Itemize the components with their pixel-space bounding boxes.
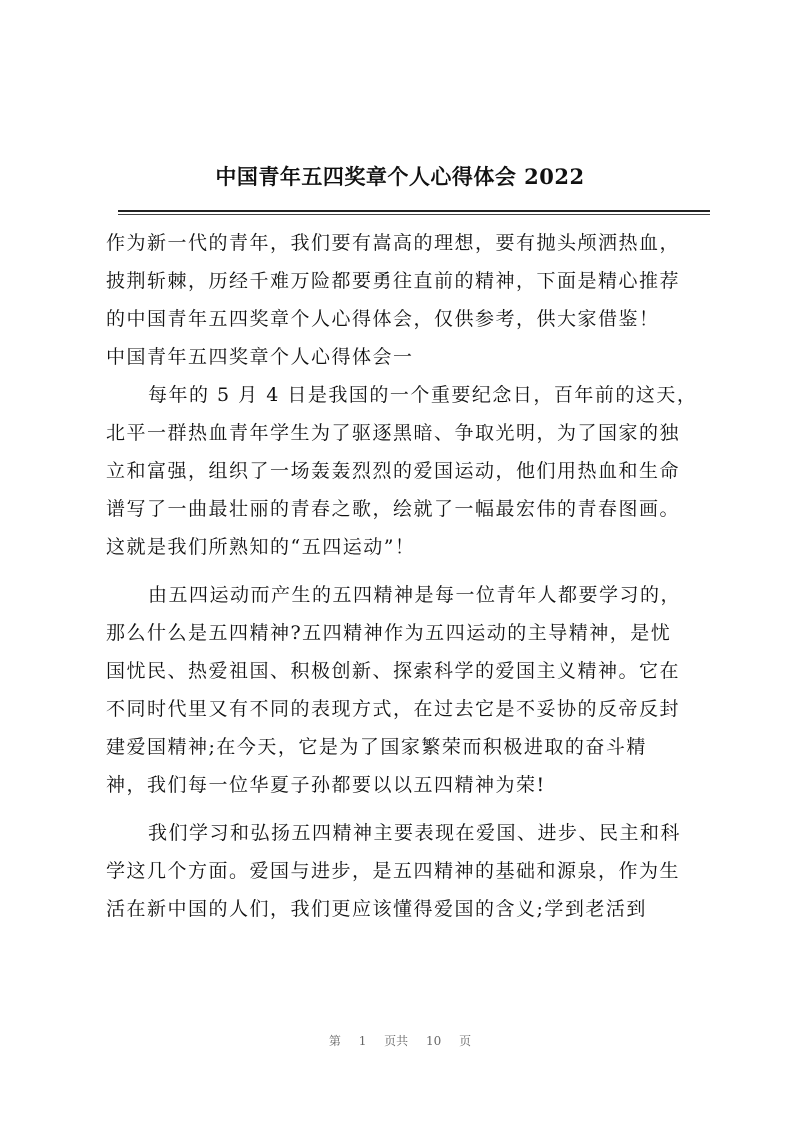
- paragraph-line: 每年的 5 月 4 日是我国的一个重要纪念日，百年前的这天，: [148, 384, 698, 406]
- intro-line: 的中国青年五四奖章个人心得体会，仅供参考，供大家借鉴！: [106, 308, 660, 330]
- paragraph-3: [106, 814, 706, 928]
- intro-line: 披荆斩棘，历经千难万险都要勇往直前的精神，下面是精心推荐: [106, 270, 681, 292]
- footer-total-pages: 10: [426, 1034, 442, 1048]
- section-heading: 中国青年五四奖章个人心得体会一: [106, 346, 414, 368]
- paragraph-line: 立和富强，组织了一场轰轰烈烈的爱国运动，他们用热血和生命: [106, 460, 681, 482]
- paragraph-line: 北平一群热血青年学生为了驱逐黑暗、争取光明，为了国家的独: [106, 422, 681, 444]
- intro-paragraph: [106, 224, 706, 338]
- paragraph-line: 谱写了一曲最壮丽的青春之歌，绘就了一幅最宏伟的青春图画。: [106, 498, 681, 520]
- paragraph-line: 活在新中国的人们，我们更应该懂得爱国的含义;学到老活到: [106, 898, 647, 920]
- paragraph-1: [106, 376, 706, 566]
- paragraph-line: 神，我们每一位华夏子孙都要以以五四精神为荣!: [106, 774, 546, 796]
- paragraph-line: 建爱国精神;在今天，它是为了国家繁荣而积极进取的奋斗精: [106, 736, 647, 758]
- paragraph-line: 国忧民、热爱祖国、积极创新、探索科学的爱国主义精神。它在: [106, 660, 681, 682]
- paragraph-line: 那么什么是五四精神?五四精神作为五四运动的主导精神，是忧: [106, 622, 672, 644]
- footer-middle: 页共: [384, 1034, 409, 1048]
- paragraph-line: 不同时代里又有不同的表现方式，在过去它是不妥协的反帝反封: [106, 698, 681, 720]
- paragraph-line: 学这几个方面。爱国与进步，是五四精神的基础和源泉，作为生: [106, 860, 681, 882]
- intro-line: 作为新一代的青年，我们要有嵩高的理想，要有抛头颅洒热血，: [106, 232, 681, 254]
- footer-page-number: 1: [358, 1034, 367, 1048]
- paragraph-line: 这就是我们所熟知的“五四运动”！: [106, 536, 416, 558]
- paragraph-gap: [106, 804, 706, 814]
- paragraph-line: 我们学习和弘扬五四精神主要表现在爱国、进步、民主和科: [148, 822, 682, 844]
- paragraph-line: 由五四运动而产生的五四精神是每一位青年人都要学习的，: [148, 584, 682, 606]
- paragraph-gap: [106, 566, 706, 576]
- footer-suffix: 页: [459, 1034, 472, 1048]
- page-footer: [0, 1032, 800, 1049]
- title-rule: [118, 210, 710, 212]
- title-rule-thin: [118, 214, 710, 215]
- footer-prefix: 第: [328, 1034, 341, 1048]
- document-body: [106, 224, 706, 928]
- paragraph-2: [106, 576, 706, 804]
- document-title: 中国青年五四奖章个人心得体会 2022: [215, 164, 585, 189]
